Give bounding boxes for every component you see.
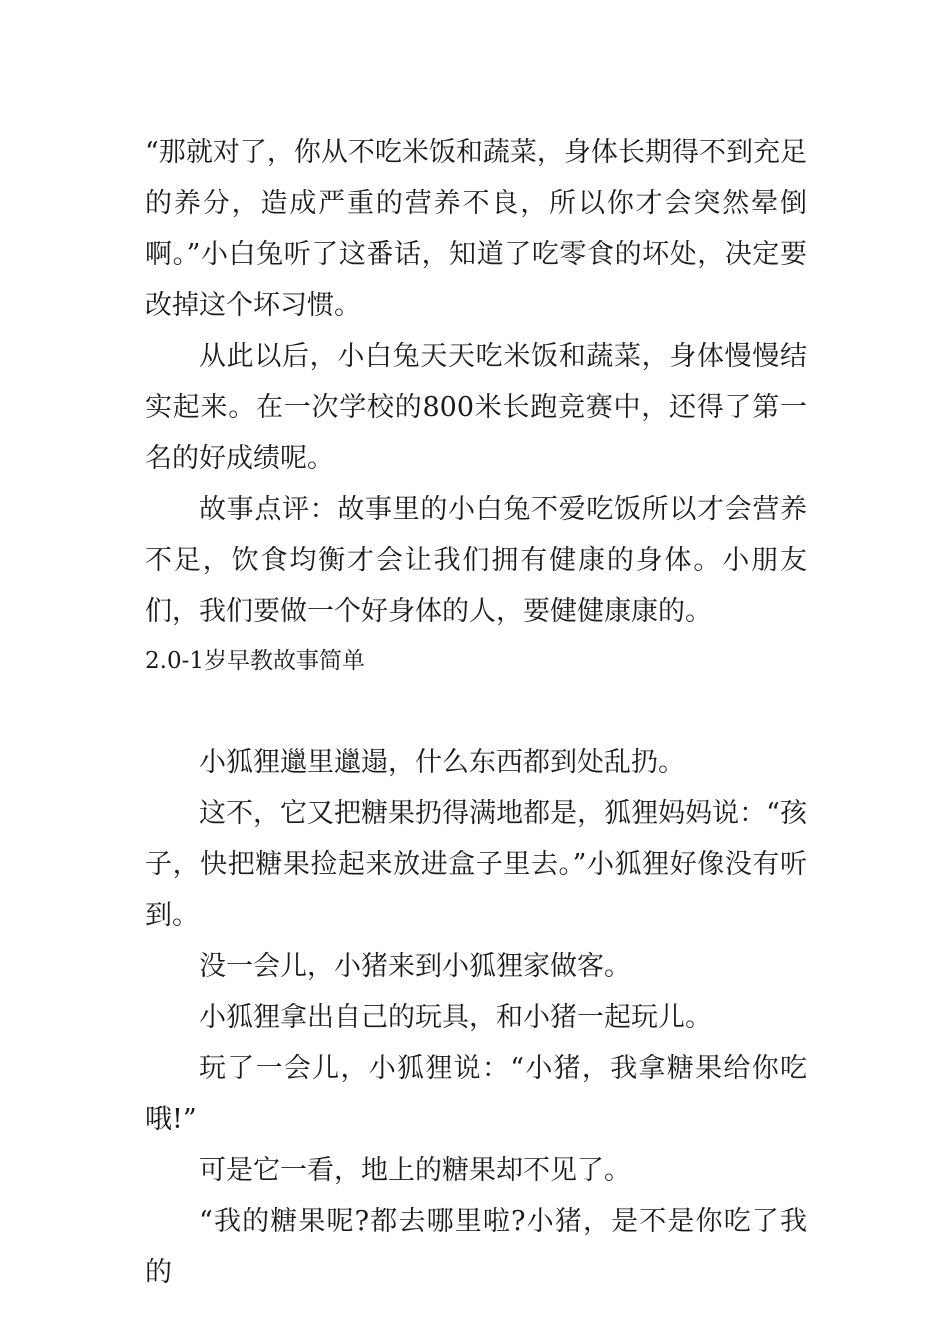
- paragraph: “那就对了，你从不吃米饭和蔬菜，身体长期得不到充足的养分，造成严重的营养不良，所以你才会突然晕倒啊。”小白兔听了这番话，知道了吃零食的坏处，决定要改掉这个坏习惯。: [145, 137, 807, 321]
- section-heading: 2.0-1岁早教故事简单: [145, 648, 365, 674]
- paragraph: 故事点评：故事里的小白兔不爱吃饭所以才会营养不足，饮食均衡才会让我们拥有健康的身体。小朋友们，我们要做一个好身体的人，要健健康康的。: [145, 494, 807, 627]
- paragraph: 小狐狸拿出自己的玩具，和小猪一起玩儿。: [199, 1002, 712, 1033]
- document-page: [145, 127, 807, 1298]
- spacer: [145, 681, 807, 737]
- paragraph: 玩了一会儿，小狐狸说：“小猪，我拿糖果给你吃哦!”: [145, 1053, 807, 1135]
- paragraph: 可是它一看，地上的糖果却不见了。: [199, 1155, 631, 1186]
- paragraph: 没一会儿，小猪来到小狐狸家做客。: [199, 951, 631, 982]
- paragraph: 小狐狸邋里邋遢，什么东西都到处乱扔。: [199, 747, 685, 778]
- paragraph: “我的糖果呢?都去哪里啦?小猪，是不是你吃了我的: [145, 1206, 807, 1288]
- paragraph: 从此以后，小白兔天天吃米饭和蔬菜，身体慢慢结实起来。在一次学校的800米长跑竞赛中，还得了第一名的好成绩呢。: [145, 341, 807, 474]
- paragraph: 这不，它又把糖果扔得满地都是，狐狸妈妈说：“孩子，快把糖果捡起来放进盒子里去。”小狐狸好像没有听到。: [145, 798, 807, 931]
